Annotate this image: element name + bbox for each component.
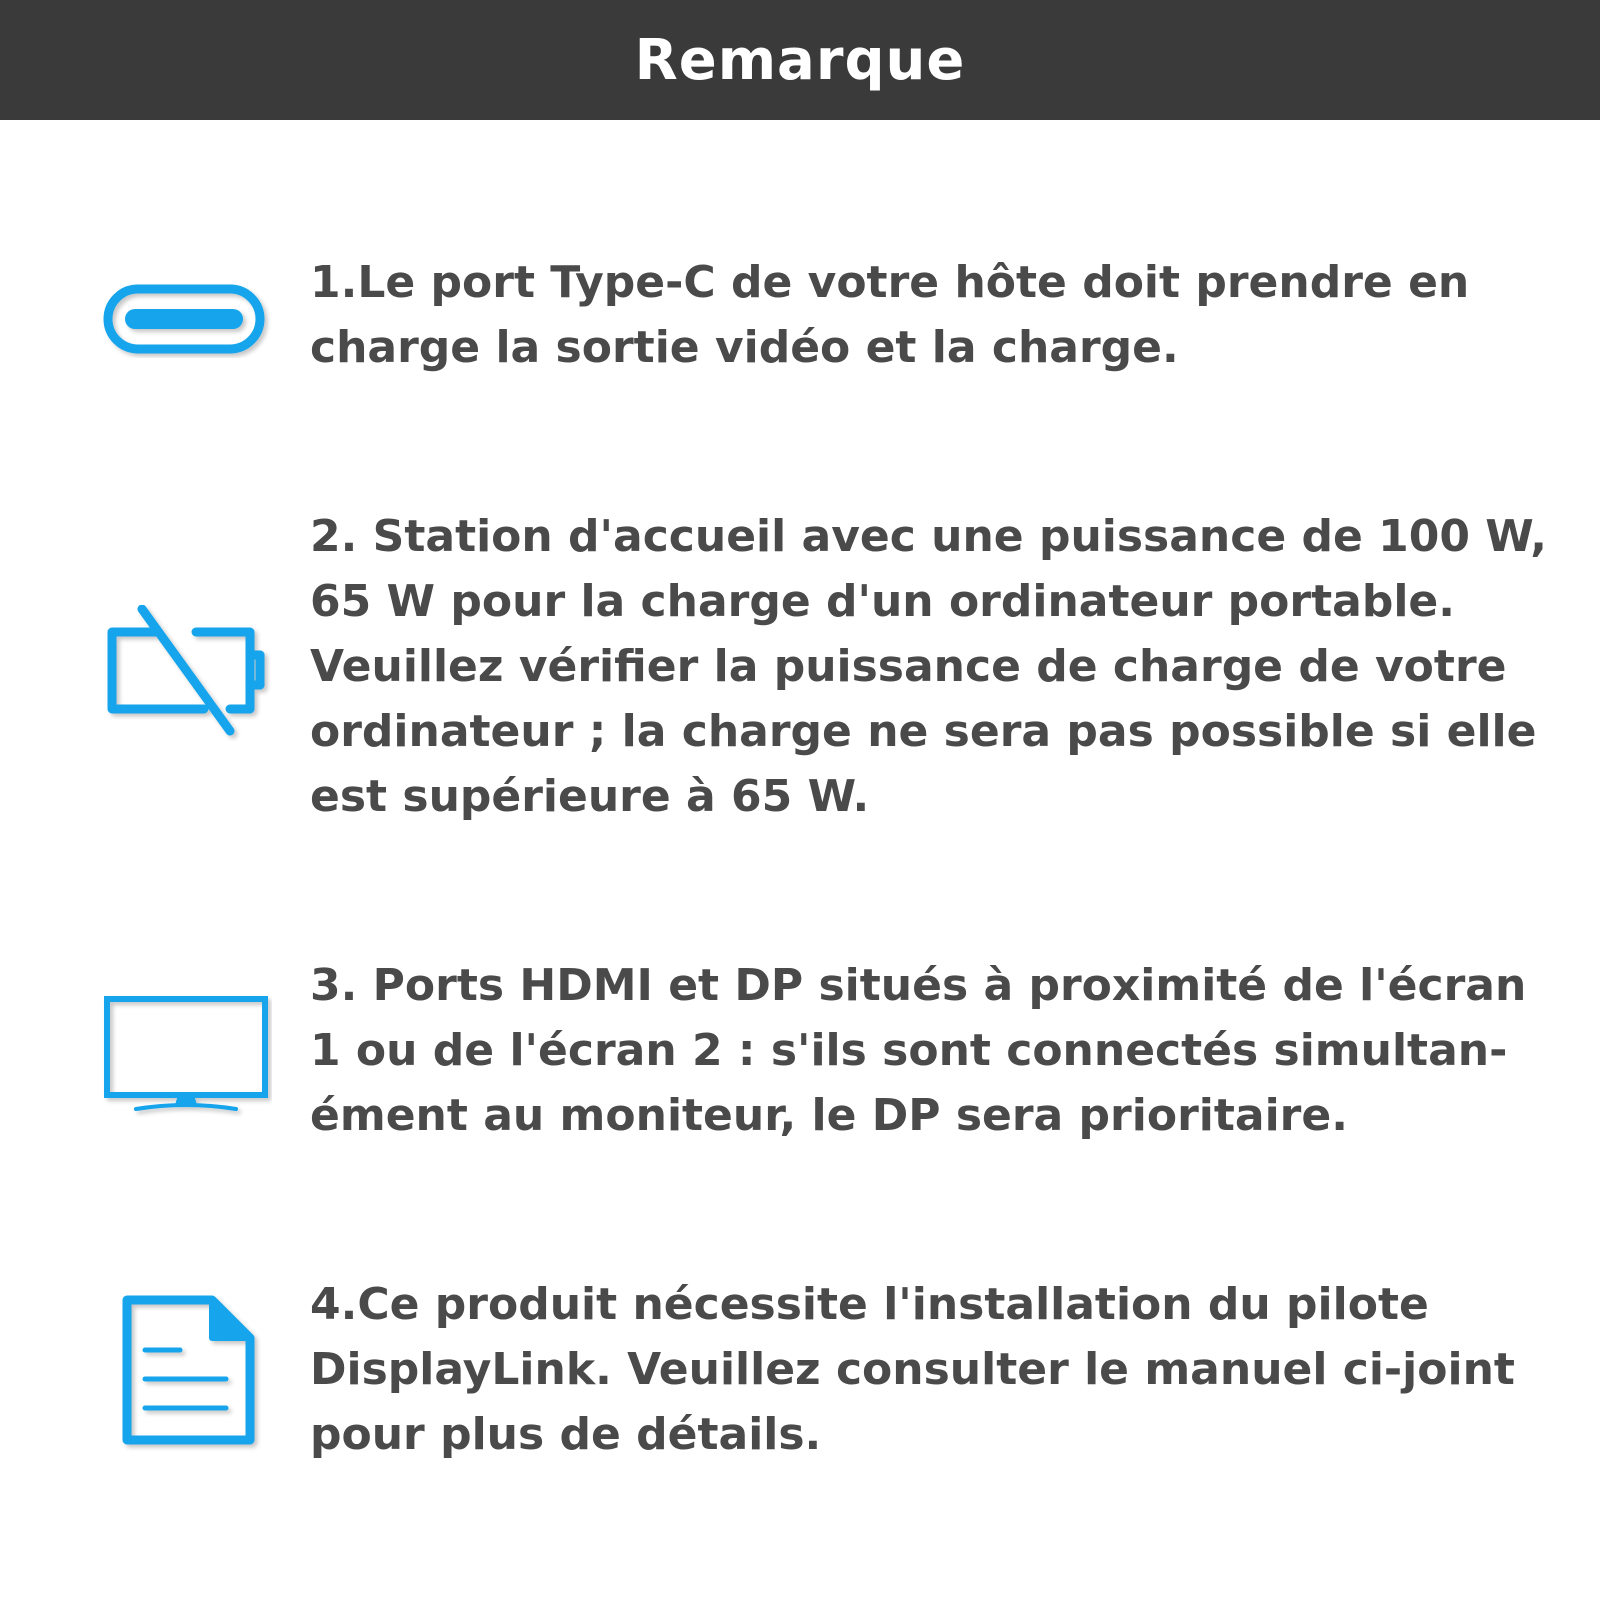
note-text-2: 2. Station d'accueil avec une puissance de 100 W, 65 W pour la charge d'un ordinateur portable. Veuillez vérifier la puissance de charge de votre ordinateur ; la charge ne sera pas possible si elle est supérieure à 65 W.	[310, 511, 1547, 822]
document-icon	[100, 1290, 272, 1456]
note-text-1: 1.Le port Type-C de votre hôte doit prendre en charge la sortie vidéo et la charge.	[310, 257, 1470, 373]
page-title: Remarque	[634, 27, 966, 93]
note-text-4: 4.Ce produit nécessite l'installation du pilote DisplayLink. Veuillez consulter le manuel ci-joint pour plus de détails.	[310, 1279, 1515, 1460]
header-bar	[0, 0, 1600, 120]
battery-charging-disabled-icon	[100, 605, 272, 741]
usb-c-port-icon	[100, 282, 272, 358]
note-text-3: 3. Ports HDMI et DP situés à proximité de l'écran 1 ou de l'écran 2 : s'ils sont connectés simultan- ément au moniteur, le DP sera prioritaire.	[310, 960, 1527, 1141]
monitor-icon	[100, 993, 272, 1117]
